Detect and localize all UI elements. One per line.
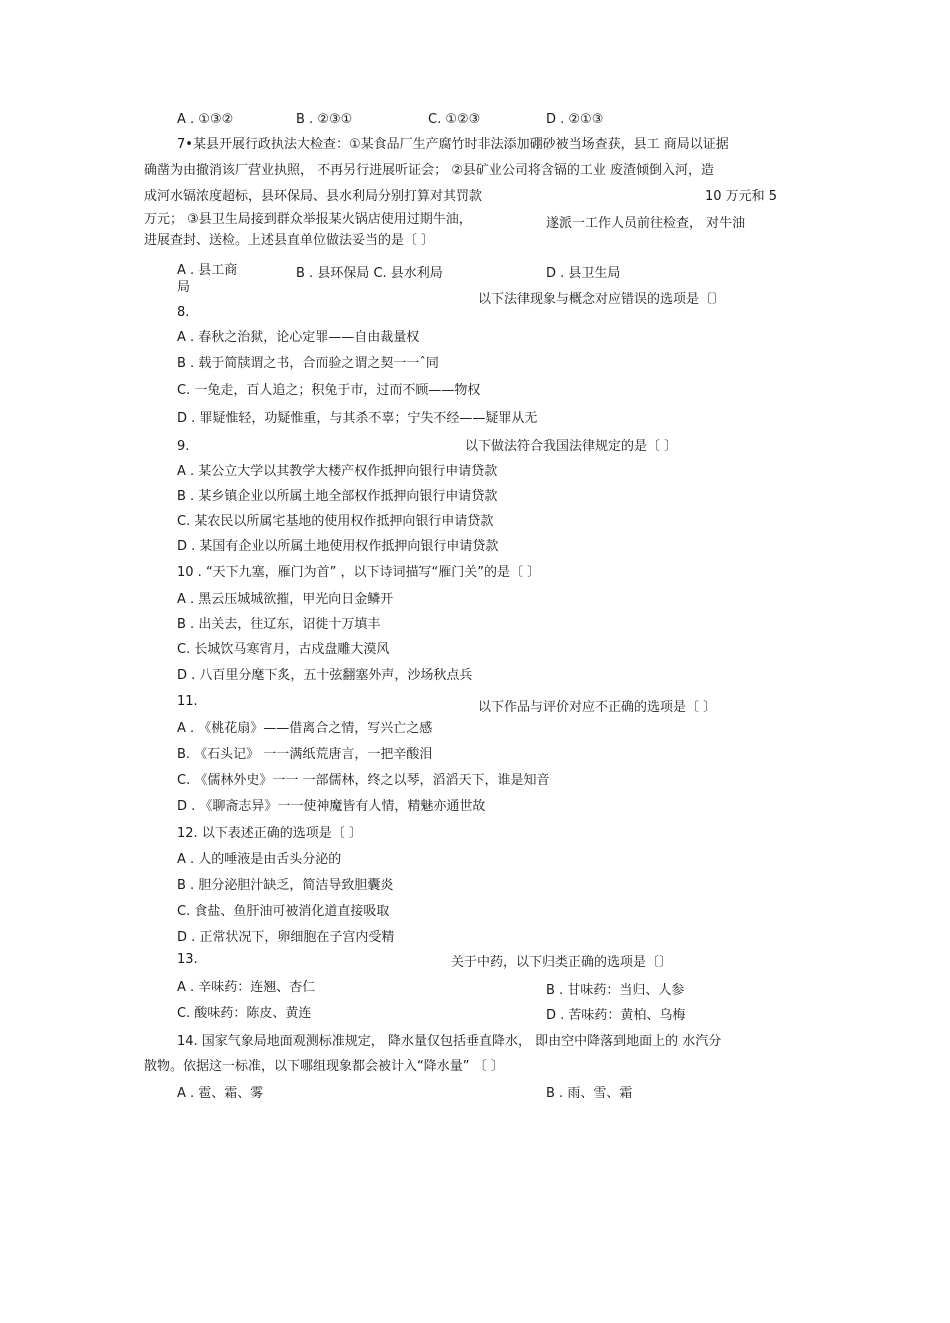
q6-option-d: D . ②①③ xyxy=(546,112,604,127)
q9-stem: 以下做法符合我国法律规定的是〔 〕 xyxy=(465,439,678,454)
q11-stem: 以下作品与评价对应不正确的选项是〔 〕 xyxy=(478,700,717,715)
q6-option-c: C. ①②③ xyxy=(428,112,481,127)
q9-number: 9. xyxy=(177,439,190,454)
q10-option-a: A . 黑云压城城欲摧，甲光向日金鳞开 xyxy=(177,592,394,607)
q7-stem-line-1: 7•某县开展行政执法大检查：①某食品厂生产腐竹时非法添加硼砂被当场查获，县工 商局以证据 xyxy=(177,137,729,152)
q13-number: 13. xyxy=(177,952,198,967)
q12-option-b: B . 胆分泌胆汁缺乏，简洁导致胆囊炎 xyxy=(177,878,394,893)
q8-stem: 以下法律现象与概念对应错误的选项是〔〕 xyxy=(478,292,726,307)
q7-stem-line-3a: 成河水镉浓度超标，县环保局、县水利局分别打算对其罚款 xyxy=(144,189,483,204)
q6-option-a: A . ①③② xyxy=(177,112,234,127)
q6-option-b: B . ②③① xyxy=(296,112,353,127)
q14-option-b: B . 雨、雪、霜 xyxy=(546,1086,633,1101)
q7-stem-line-4b: 遂派一工作人员前往检查， 对牛油 xyxy=(546,216,746,231)
q7-option-b-c: B . 县环保局 C. 县水利局 xyxy=(296,266,443,281)
q10-option-c: C. 长城饮马寒宵月，古戍盘雕大漠风 xyxy=(177,642,390,657)
q11-option-c: C. 《儒林外史》一一 一部儒林，终之以琴，滔滔天下，谁是知音 xyxy=(177,773,550,788)
q8-number: 8. xyxy=(177,305,190,320)
q8-option-a: A . 春秋之治狱，论心定罪——自由裁量权 xyxy=(177,330,420,345)
q14-stem-line-2: 散物。依据这一标准，以下哪组现象都会被计入“降水量” 〔 〕 xyxy=(144,1059,504,1074)
q13-stem: 关于中药，以下归类正确的选项是〔〕 xyxy=(451,955,673,970)
q7-stem-line-2: 确凿为由撤消该厂营业执照， 不再另行进展听证会； ②县矿业公司将含镉的工业 废渣倾倒入河，造 xyxy=(144,163,715,178)
q9-option-b: B . 某乡镇企业以所属土地全部权作抵押向银行申请贷款 xyxy=(177,489,498,504)
q12-stem: 12. 以下表述正确的选项是〔 〕 xyxy=(177,826,362,841)
q13-option-b: B . 甘味药：当归、人参 xyxy=(546,983,685,998)
q14-option-a: A . 雹、霜、雾 xyxy=(177,1086,264,1101)
q13-option-a: A . 辛味药：连翘、杏仁 xyxy=(177,980,316,995)
q10-option-d: D . 八百里分麾下炙，五十弦翻塞外声，沙场秋点兵 xyxy=(177,668,473,683)
q11-number: 11. xyxy=(177,694,198,709)
q12-option-d: D . 正常状况下，卵细胞在子宫内受精 xyxy=(177,930,395,945)
q13-option-d: D . 苦味药：黄柏、乌梅 xyxy=(546,1008,686,1023)
q11-option-b: B. 《石头记》 一一满纸荒唐言，一把辛酸泪 xyxy=(177,747,433,762)
q8-option-c: C. 一兔走，百人追之；积兔于市，过而不顾——物权 xyxy=(177,383,481,398)
q12-option-c: C. 食盐、鱼肝油可被消化道直接吸取 xyxy=(177,904,390,919)
q12-option-a: A . 人的唾液是由舌头分泌的 xyxy=(177,852,342,867)
q10-option-b: B . 出关去，往辽东，诏徙十万填丰 xyxy=(177,617,381,632)
q9-option-d: D . 某国有企业以所属土地使用权作抵押向银行申请贷款 xyxy=(177,539,499,554)
q8-option-d: D . 罪疑惟轻，功疑惟重，与其杀不辜；宁失不经——疑罪从无 xyxy=(177,411,538,426)
q7-stem-line-3b: 10 万元和 5 xyxy=(705,189,778,204)
q7-stem-line-5: 进展查封、送检。上述县直单位做法妥当的是〔 〕 xyxy=(144,233,435,248)
q7-option-a-line-2: 局 xyxy=(177,280,191,295)
q11-option-a: A . 《桃花扇》——借离合之情，写兴亡之感 xyxy=(177,721,433,736)
q13-option-c: C. 酸味药：陈皮、黄连 xyxy=(177,1006,312,1021)
q7-option-a-line-1: A . 县工商 xyxy=(177,263,238,278)
q8-option-b: B . 载于简牍谓之书，合而验之谓之契一一ˆ同 xyxy=(177,356,439,371)
q9-option-a: A . 某公立大学以其教学大楼产权作抵押向银行申请贷款 xyxy=(177,464,498,479)
q11-option-d: D . 《聊斋志异》一一使神魔皆有人情，精魅亦通世故 xyxy=(177,799,486,814)
q10-stem: 10 . “天下九塞，雁门为首” ，以下诗词描写“雁门关”的是〔 〕 xyxy=(177,565,541,580)
q9-option-c: C. 某农民以所属宅基地的使用权作抵押向银行申请贷款 xyxy=(177,514,494,529)
q7-option-d: D . 县卫生局 xyxy=(546,266,621,281)
q14-stem-line-1: 14. 国家气象局地面观测标准规定， 降水量仅包括垂直降水， 即由空中降落到地面上的 水汽分 xyxy=(177,1034,722,1049)
q7-stem-line-4a: 万元； ③县卫生局接到群众举报某火锅店使用过期牛油， xyxy=(144,212,472,227)
